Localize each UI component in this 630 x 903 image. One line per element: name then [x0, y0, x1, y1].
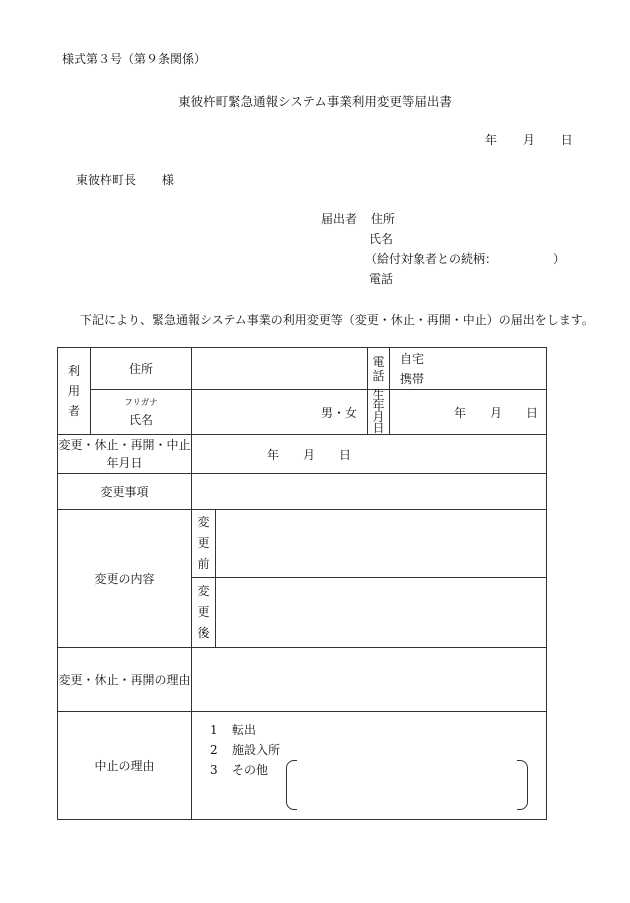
birthdate-label: 生 年 月 日 — [368, 390, 390, 435]
mobile-phone-label: 携帯 — [400, 371, 425, 386]
stop-reason-option[interactable]: 3 その他 — [210, 763, 269, 777]
change-content-label: 変更の内容 — [58, 510, 192, 648]
addressee — [76, 171, 174, 188]
applicant-relation-close: ） — [553, 252, 566, 266]
application-form-table — [57, 347, 547, 820]
addressee-name: 東彼杵町長 — [76, 173, 137, 187]
applicant-relation-open: （給付対象者との続柄： — [365, 252, 498, 266]
phone-label: 電 話 — [368, 348, 390, 390]
document-title: 東彼杵町緊急通報システム事業利用変更等届出書 — [178, 94, 452, 109]
reason-label: 変更・休止・再開の理由 — [58, 648, 192, 712]
addressee-honorific: 様 — [161, 173, 174, 187]
other-reason-bracket-right — [517, 760, 528, 810]
home-phone-label: 自宅 — [400, 351, 425, 366]
other-reason-input[interactable] — [298, 760, 516, 810]
furigana-label: フリガナ — [124, 398, 158, 408]
form-reference: 様式第３号（第９条関係） — [62, 52, 207, 66]
stop-reason-label: 中止の理由 — [58, 712, 192, 820]
address-label: 住所 — [91, 348, 192, 390]
change-date-field[interactable]: 年 月 日 — [192, 435, 547, 474]
applicant-phone-label: 電話 — [369, 272, 394, 286]
stop-reason-field — [192, 712, 547, 820]
reason-field[interactable] — [192, 648, 547, 712]
submission-date — [485, 131, 573, 148]
gender-option[interactable]: 男・女 — [320, 405, 357, 420]
after-field[interactable] — [216, 578, 547, 648]
address-field[interactable] — [192, 348, 368, 390]
after-label: 変 更 後 — [192, 578, 216, 648]
stop-reason-option[interactable]: 1 転出 — [210, 723, 257, 737]
phone-field[interactable] — [390, 348, 547, 390]
other-reason-bracket-left — [286, 760, 297, 810]
user-label: 利 用 者 — [58, 348, 91, 435]
stop-reason-option[interactable]: 2 施設入所 — [210, 743, 281, 757]
name-field[interactable] — [192, 390, 368, 435]
intro-text: 下記により、緊急通報システム事業の利用変更等（変更・休止・再開・中止）の届出をします。 — [80, 313, 594, 327]
year-unit: 年 — [485, 133, 498, 147]
applicant-label: 届出者 — [321, 212, 358, 226]
day-unit: 日 — [560, 133, 573, 147]
before-label: 変 更 前 — [192, 510, 216, 578]
change-date-label: 変更・休止・再開・中止 年月日 — [58, 435, 192, 474]
applicant-address-label: 住所 — [370, 212, 395, 226]
change-item-label: 変更事項 — [58, 474, 192, 510]
name-label: フリガナ 氏名 — [91, 390, 192, 435]
birthdate-field[interactable]: 年 月 日 — [390, 390, 547, 435]
change-item-field[interactable] — [192, 474, 547, 510]
month-unit: 月 — [522, 133, 535, 147]
before-field[interactable] — [216, 510, 547, 578]
applicant-name-label: 氏名 — [369, 232, 394, 246]
